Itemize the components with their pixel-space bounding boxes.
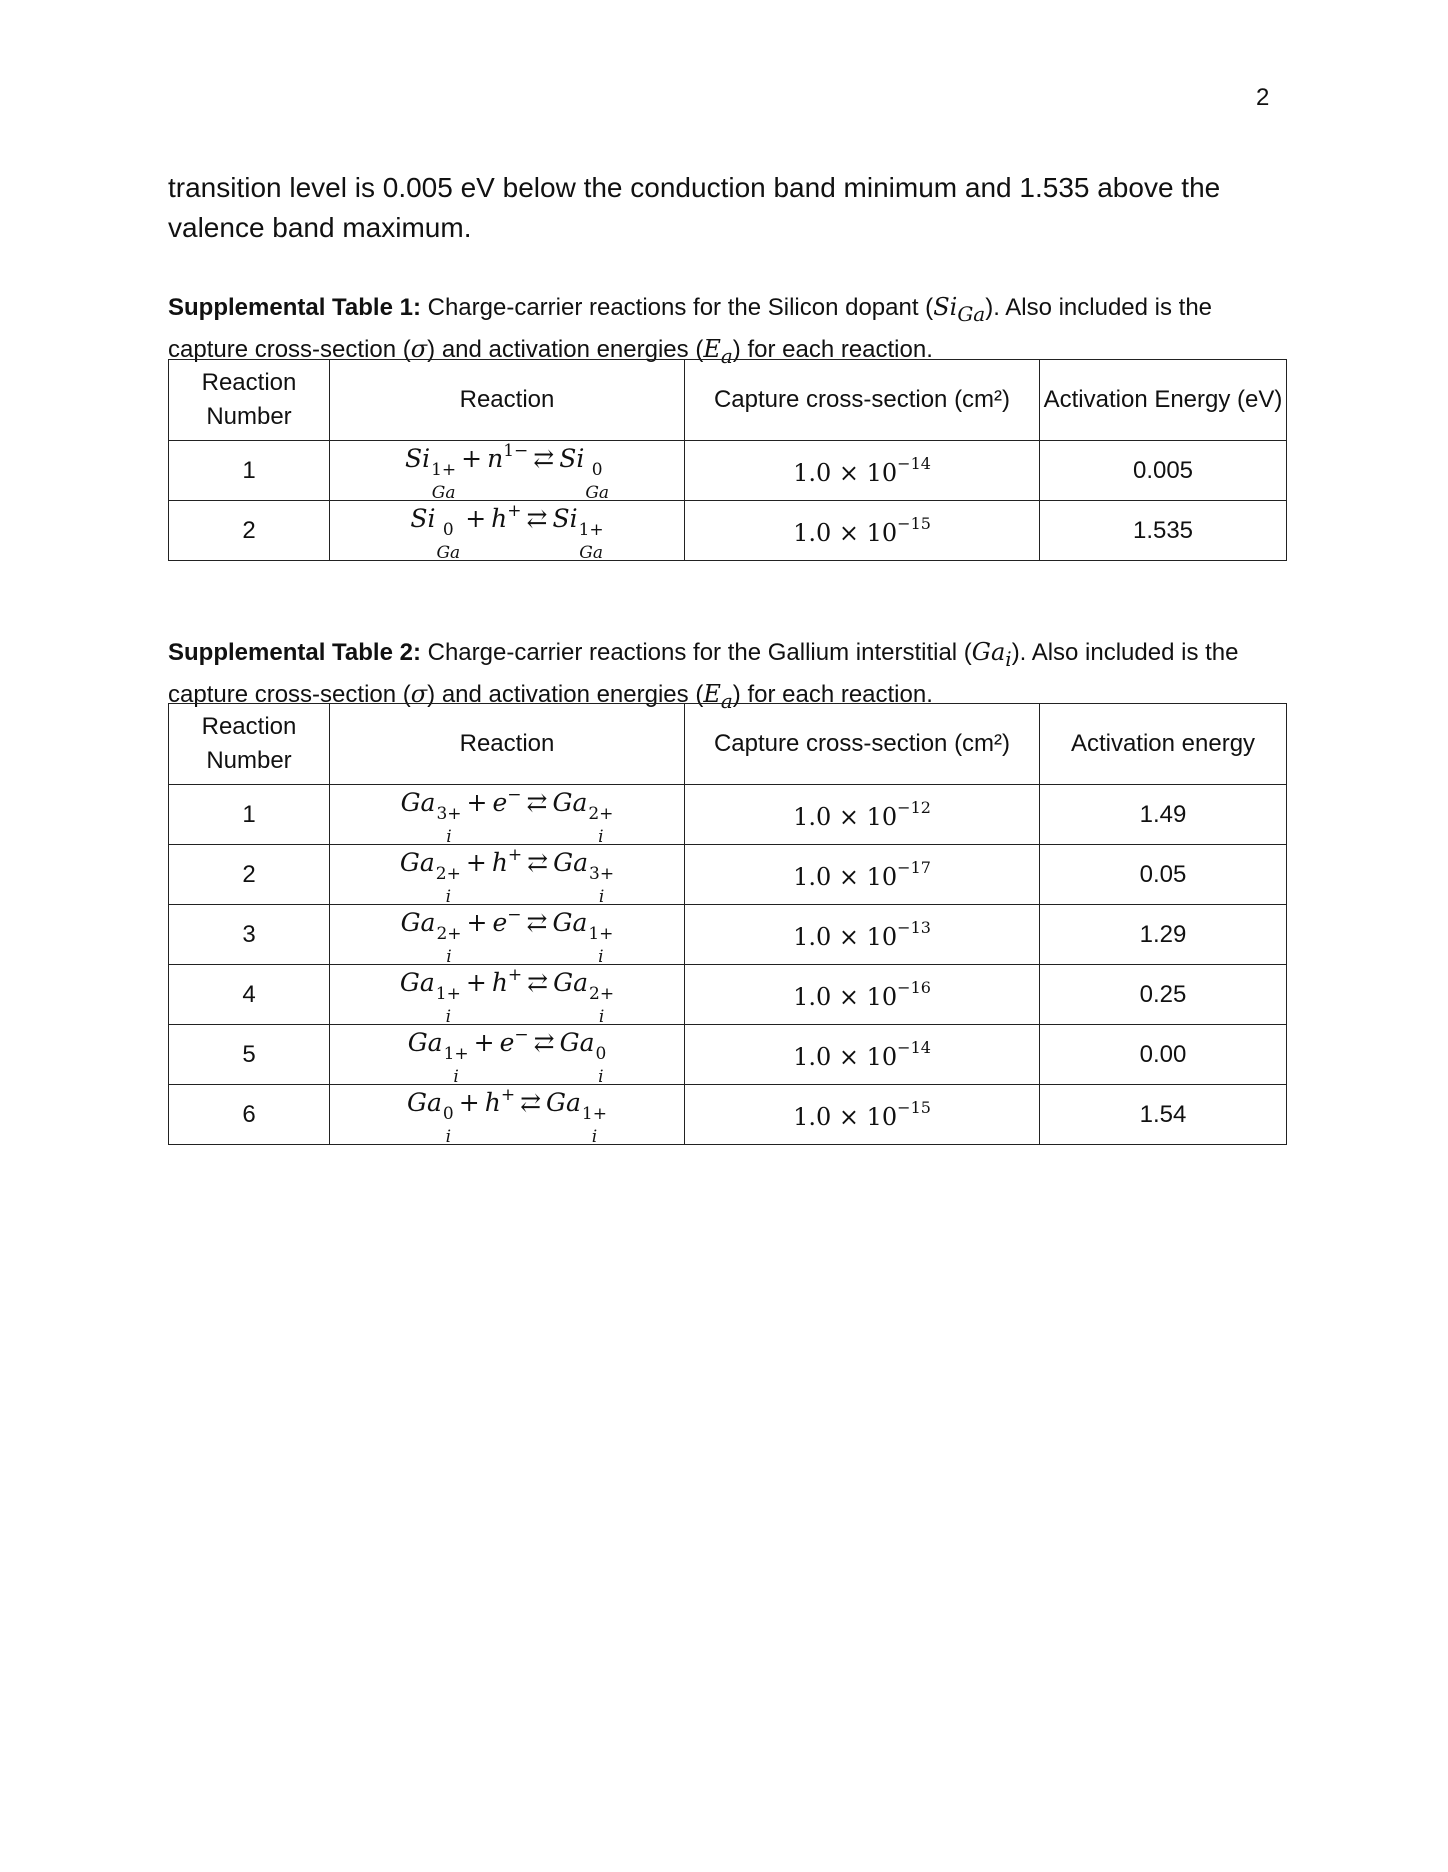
activation-energy: 0.00 xyxy=(1040,1025,1287,1085)
capture-cross-section: $1.0 \times 10^{-14}$ xyxy=(685,1025,1040,1085)
caption-text: Charge-carrier reactions for the Silicon dopant ( xyxy=(420,294,934,321)
capture-cross-section: $1.0 \times 10^{-15}$ xyxy=(685,501,1040,561)
intro-paragraph: transition level is 0.005 eV below the conduction band minimum and 1.535 above the valence band maximum. xyxy=(168,172,1221,243)
capture-cross-section: $1.0 \times 10^{-16}$ xyxy=(685,965,1040,1025)
product-species: Ga i 0 xyxy=(559,1028,607,1087)
carrier: $n^{1-}$ xyxy=(487,441,529,473)
product-species: Ga i 2+ xyxy=(552,788,614,847)
equilibrium-arrow-icon: ⇄ xyxy=(526,504,548,533)
header-reaction: Reaction xyxy=(330,360,685,441)
activation-energy: 1.29 xyxy=(1040,905,1287,965)
header-activation-energy: Activation Energy (eV) xyxy=(1040,360,1287,441)
table2 xyxy=(168,703,1287,1145)
table-row xyxy=(169,965,1287,1025)
table-row xyxy=(169,1025,1287,1085)
capture-cross-section: $1.0 \times 10^{-17}$ xyxy=(685,845,1040,905)
plus-sign: + xyxy=(466,788,488,817)
table1-caption-label: Supplemental Table 1: xyxy=(168,294,421,321)
table-header-row xyxy=(169,360,1287,441)
header-reaction-number: Reaction Number xyxy=(169,360,330,441)
activation-energy: 1.535 xyxy=(1040,501,1287,561)
equilibrium-arrow-icon: ⇄ xyxy=(533,444,555,473)
caption-text: Charge-carrier reactions for the Gallium interstitial ( xyxy=(420,639,972,666)
equilibrium-arrow-icon: ⇄ xyxy=(527,848,549,877)
product-species: Ga i 1+ xyxy=(552,908,614,967)
activation-energy: 1.54 xyxy=(1040,1085,1287,1145)
product-species: Ga i 1+ xyxy=(546,1088,607,1147)
caption-text: ) for each reaction. xyxy=(732,680,933,708)
header-activation-energy: Activation energy xyxy=(1040,704,1287,785)
reactant-species: Ga i 1+ xyxy=(399,968,461,1027)
table-row xyxy=(169,501,1287,561)
activation-energy: 0.05 xyxy=(1040,845,1287,905)
header-reaction: Reaction xyxy=(330,704,685,785)
header-capture-cross-section: Capture cross-section (cm²) xyxy=(685,704,1040,785)
reaction-number: 1 xyxy=(169,785,330,845)
reaction-number: 5 xyxy=(169,1025,330,1085)
product-species: Ga i 2+ xyxy=(553,968,615,1027)
caption-text: ). Also included is the capture cross-section ( xyxy=(168,639,1239,708)
reactant-species: Ga i 1+ xyxy=(407,1028,469,1087)
plus-sign: + xyxy=(458,1088,480,1117)
reaction-number: 2 xyxy=(169,845,330,905)
table-row xyxy=(169,785,1287,845)
table-row xyxy=(169,905,1287,965)
carrier: e− xyxy=(499,1025,529,1057)
reactant-species: Si Ga 1+ xyxy=(404,444,457,503)
reaction-equation xyxy=(330,1025,685,1085)
header-capture-cross-section: Capture cross-section (cm²) xyxy=(685,360,1040,441)
ea-symbol: $E_a$ xyxy=(703,334,733,368)
table1 xyxy=(168,359,1287,561)
product-species: Si Ga 1+ xyxy=(552,504,604,563)
table2-caption-label: Supplemental Table 2: xyxy=(168,639,421,666)
reaction-equation xyxy=(330,785,685,845)
equilibrium-arrow-icon: ⇄ xyxy=(526,788,548,817)
equilibrium-arrow-icon: ⇄ xyxy=(527,968,549,997)
equilibrium-arrow-icon: ⇄ xyxy=(533,1028,555,1057)
carrier: h+ xyxy=(491,965,523,997)
plus-sign: + xyxy=(465,848,487,877)
reaction-equation xyxy=(330,441,685,501)
capture-cross-section: $1.0 \times 10^{-13}$ xyxy=(685,905,1040,965)
caption-text: ) and activation energies ( xyxy=(427,335,704,363)
header-reaction-number: Reaction Number xyxy=(169,704,330,785)
reaction-number: 6 xyxy=(169,1085,330,1145)
plus-sign: + xyxy=(473,1028,495,1057)
plus-sign: + xyxy=(465,504,487,533)
reactant-species: Ga i 2+ xyxy=(400,908,462,967)
reaction-equation xyxy=(330,965,685,1025)
reactant-species: Ga i 3+ xyxy=(400,788,462,847)
reaction-equation xyxy=(330,845,685,905)
activation-energy: 0.005 xyxy=(1040,441,1287,501)
sigma-symbol: σ xyxy=(410,334,428,363)
capture-cross-section: $1.0 \times 10^{-14}$ xyxy=(685,441,1040,501)
plus-sign: + xyxy=(466,908,488,937)
caption-text: ). Also included is the capture cross-section ( xyxy=(168,294,1213,363)
carrier: h+ xyxy=(491,845,523,877)
reactant-species: Si Ga 0 xyxy=(410,504,461,563)
equilibrium-arrow-icon: ⇄ xyxy=(526,908,548,937)
table-row xyxy=(169,1085,1287,1145)
carrier: e− xyxy=(492,785,522,817)
reaction-equation xyxy=(330,905,685,965)
species-symbol: $Ga_i$ xyxy=(971,638,1012,671)
table-row xyxy=(169,441,1287,501)
activation-energy: 0.25 xyxy=(1040,965,1287,1025)
reaction-number: 2 xyxy=(169,501,330,561)
reaction-equation xyxy=(330,501,685,561)
capture-cross-section: $1.0 \times 10^{-15}$ xyxy=(685,1085,1040,1145)
capture-cross-section: $1.0 \times 10^{-12}$ xyxy=(685,785,1040,845)
reactant-species: Ga i 0 xyxy=(407,1088,454,1147)
carrier: e− xyxy=(492,905,522,937)
plus-sign: + xyxy=(465,968,487,997)
carrier: h+ xyxy=(484,1085,516,1117)
reaction-number: 3 xyxy=(169,905,330,965)
reaction-number: 1 xyxy=(169,441,330,501)
equilibrium-arrow-icon: ⇄ xyxy=(520,1088,542,1117)
product-species: Si Ga 0 xyxy=(559,444,610,503)
reaction-number: 4 xyxy=(169,965,330,1025)
caption-text: ) for each reaction. xyxy=(732,335,933,363)
reaction-equation xyxy=(330,1085,685,1145)
species-symbol: $Si_{Ga}$ xyxy=(933,293,986,326)
reactant-species: Ga i 2+ xyxy=(399,848,461,907)
caption-text: ) and activation energies ( xyxy=(427,680,704,708)
ea-symbol: $E_a$ xyxy=(703,679,733,713)
plus-sign: + xyxy=(461,444,483,473)
table-header-row xyxy=(169,704,1287,785)
product-species: Ga i 3+ xyxy=(553,848,615,907)
activation-energy: 1.49 xyxy=(1040,785,1287,845)
carrier: h+ xyxy=(491,501,522,533)
table-row xyxy=(169,845,1287,905)
sigma-symbol: σ xyxy=(410,679,428,708)
page-number: 2 xyxy=(1256,84,1270,111)
